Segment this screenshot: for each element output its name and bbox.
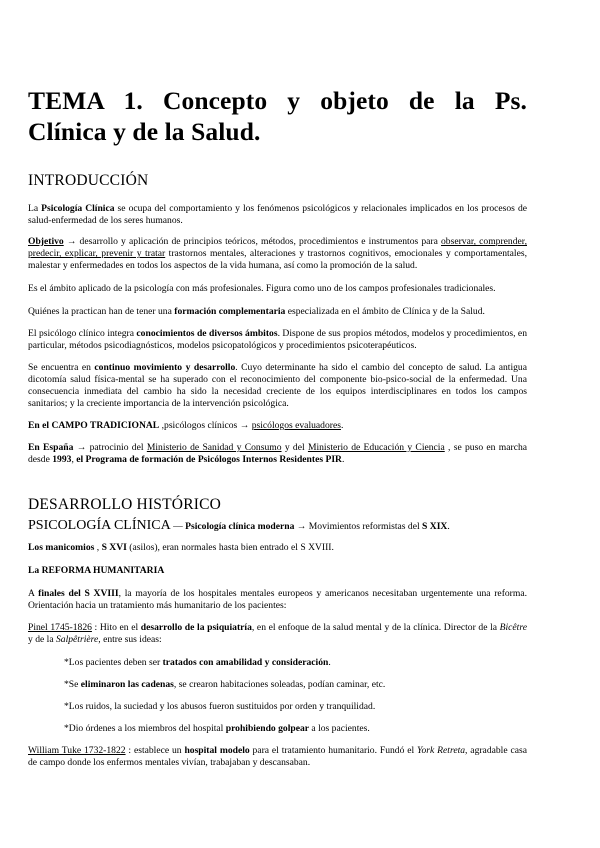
intro-paragraph-1: La Psicología Clínica se ocupa del comportamiento y los fenómenos psicológicos y relacionales implicados en los procesos de salud-enfermedad de los seres humanos.	[28, 203, 527, 226]
history-heading: DESARROLLO HISTÓRICO	[28, 496, 222, 513]
title-line-2: Clínica y de la Salud.	[28, 117, 261, 146]
intro-paragraph-5: El psicólogo clínico integra conocimientos de diversos ámbitos. Dispone de sus propios métodos, modelos y procedimientos, en particular, métodos psicodiagnósticos, modelos psicopatológicos y procedimientos psicoterapéuticos.	[28, 328, 527, 351]
history-paragraph-3: Pinel 1745-1826 : Hito en el desarrollo de la psiquiatría, en el enfoque de la salud mental y de la clínica. Director de la Bicêtre y de la Salpêtrière, entre sus ideas:	[28, 622, 527, 645]
intro-paragraph-8: En España → patrocinio del Ministerio de Sanidad y Consumo y del Ministerio de Educación y Ciencia , se puso en marcha desde 1993, el Programa de formación de Psicólogos Internos Residentes PIR.	[28, 442, 528, 465]
history-paragraph-2: A finales del S XVIII, la mayoría de los hospitales mentales europeos y americanos necesitaban urgentemente una reforma. Orientación hacia un tratamiento más humanitario de los pacientes:	[28, 588, 527, 611]
title-line-1: TEMA 1. Concepto y objeto de la Ps.	[28, 86, 527, 115]
history-paragraph-1: Los manicomios , S XVI (asilos), eran normales hasta bien entrado el S XVIII.	[28, 542, 334, 553]
intro-paragraph-4: Quiénes la practican han de tener una formación complementaria especializada en el ámbito de Clínica y de la Salud.	[28, 306, 485, 317]
document-page	[28, 85, 527, 769]
list-item: *Los pacientes deben ser tratados con amabilidad y consideración.	[64, 657, 331, 668]
list-item: *Dio órdenes a los miembros del hospital prohibiendo golpear a los pacientes.	[64, 723, 370, 734]
list-item: *Los ruidos, la suciedad y los abusos fueron sustituidos por orden y tranquilidad.	[64, 701, 376, 712]
intro-paragraph-6: Se encuentra en continuo movimiento y desarrollo. Cuyo determinante ha sido el cambio del concepto de salud. La antigua dicotomía salud física-mental se ha superado con el reconocimiento del componente bio-psico-social de la enfermedad. Una consecuencia inmediata del cambio ha sido la necesidad creciente de los equipos interdisciplinares en todos los campos sanitarios; y la creciente importancia de la intervención psicológica.	[28, 362, 527, 409]
page-title	[28, 85, 527, 147]
list-item: *Se eliminaron las cadenas, se crearon habitaciones soleadas, podían caminar, etc.	[64, 679, 386, 690]
intro-paragraph-2: Objetivo → desarrollo y aplicación de principios teóricos, métodos, procedimientos e instrumentos para observar, comprender, predecir, explicar, prevenir y tratar trastornos mentales, alteraciones y trastornos cognitivos, emocionales y comportamentales, malestar y enfermedades en todos los aspectos de la vida humana, así como la promoción de la salud.	[28, 236, 527, 271]
intro-paragraph-7: En el CAMPO TRADICIONAL ,psicólogos clínicos → psicólogos evaluadores.	[28, 420, 344, 431]
intro-paragraph-3: Es el ámbito aplicado de la psicología con más profesionales. Figura como uno de los campos profesionales tradicionales.	[28, 283, 496, 294]
history-paragraph-4: William Tuke 1732-1822 : establece un hospital modelo para el tratamiento humanitario. Fundó el York Retreta, agradable casa de campo donde los enfermos mentales vivían, trabajaban y descansaban.	[28, 745, 527, 768]
intro-heading: INTRODUCCIÓN	[28, 172, 149, 189]
reform-heading: La REFORMA HUMANITARIA	[28, 565, 165, 576]
history-subheading: PSICOLOGÍA CLÍNICA — Psicología clínica moderna → Movimientos reformistas del S XIX.	[28, 518, 450, 533]
